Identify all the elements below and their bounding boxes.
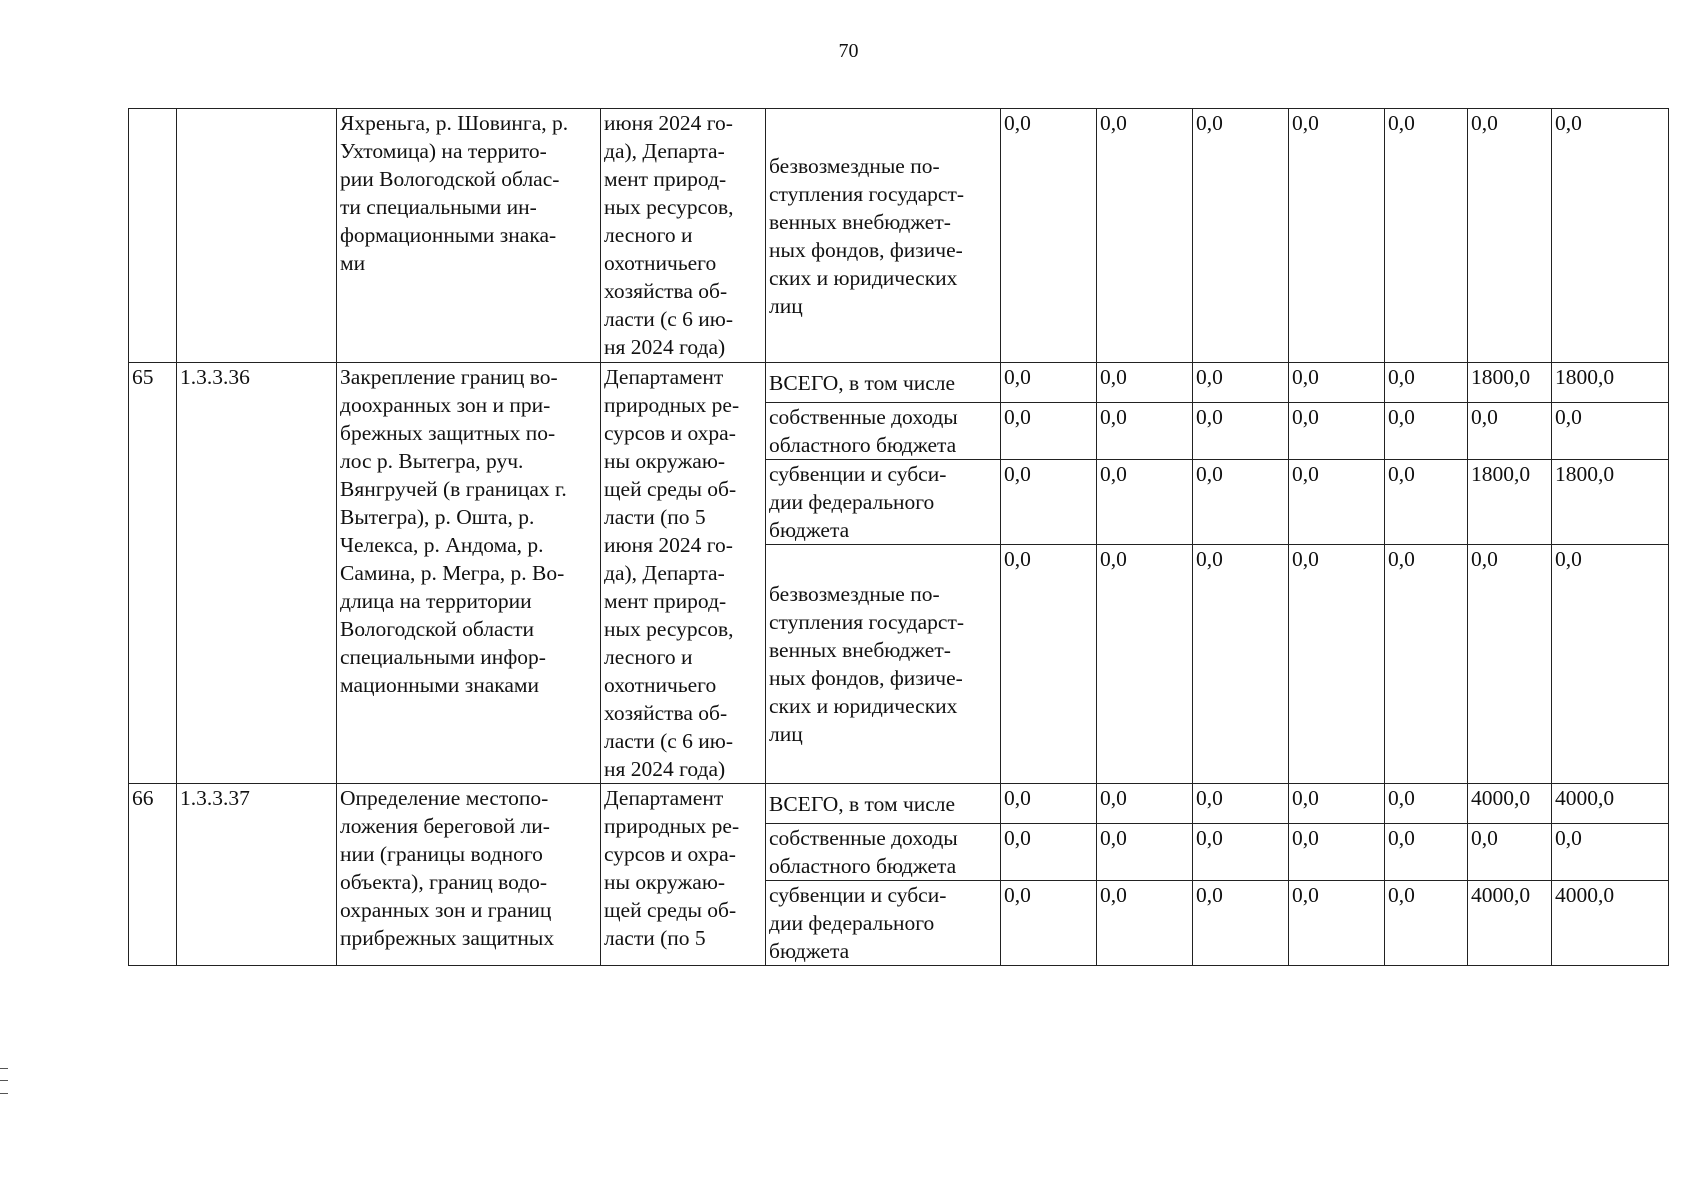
amount-cell: 0,0 <box>1385 545 1468 784</box>
amount-cell: 0,0 <box>1552 824 1669 881</box>
amount-cell: 0,0 <box>1097 109 1193 363</box>
amount-cell: 1800,0 <box>1552 363 1669 403</box>
amount-cell: 0,0 <box>1289 460 1385 545</box>
amount-cell: 0,0 <box>1097 824 1193 881</box>
funding-source-cell: ВСЕГО, в том числе <box>766 363 1001 403</box>
amount-cell: 0,0 <box>1001 824 1097 881</box>
amount-cell: 0,0 <box>1097 403 1193 460</box>
amount-cell: 0,0 <box>1289 545 1385 784</box>
amount-cell: 1800,0 <box>1468 460 1552 545</box>
amount-cell: 0,0 <box>1289 109 1385 363</box>
amount-cell: 4000,0 <box>1552 881 1669 966</box>
amount-cell: 1800,0 <box>1468 363 1552 403</box>
amount-cell: 0,0 <box>1001 545 1097 784</box>
row-number-cell: 65 <box>129 363 177 784</box>
amount-cell: 0,0 <box>1468 109 1552 363</box>
executor-cell: Департамент природных ре- сурсов и охра- ны окружаю- щей среды об- ласти (по 5 <box>601 784 766 966</box>
amount-cell: 0,0 <box>1385 881 1468 966</box>
amount-cell: 0,0 <box>1097 784 1193 824</box>
event-name-cell: Закрепление границ во- доохранных зон и при- брежных защитных по- лос р. Вытегра, руч. Вянгручей (в границах г. Вытегра), р. Ошта, р. Челекса, р. Андома, р. Самина, р. Мегра, р. Во- длица на территории Вологодской области специальными инфор- мационными знаками <box>337 363 601 784</box>
amount-cell: 0,0 <box>1385 403 1468 460</box>
amount-cell: 0,0 <box>1097 545 1193 784</box>
table-row <box>129 109 1669 363</box>
event-name-cell: Яхреньга, р. Шовинга, р. Ухтомица) на террито- рии Вологодской облас- ти специальными ин- формационными знака- ми <box>337 109 601 363</box>
amount-cell: 0,0 <box>1289 881 1385 966</box>
funding-source-cell: безвозмездные по- ступления государст- венных внебюджет- ных фондов, физиче- ских и юридических лиц <box>766 545 1001 784</box>
table-body <box>129 109 1669 966</box>
amount-cell: 0,0 <box>1001 784 1097 824</box>
amount-cell: 0,0 <box>1193 784 1289 824</box>
amount-cell: 1800,0 <box>1552 460 1669 545</box>
table-row <box>129 363 1669 403</box>
amount-cell: 0,0 <box>1001 403 1097 460</box>
event-name-cell: Определение местопо- ложения береговой ли- нии (границы водного объекта), границ водо- охранных зон и границ прибрежных защитных <box>337 784 601 966</box>
amount-cell: 0,0 <box>1001 363 1097 403</box>
amount-cell: 0,0 <box>1468 545 1552 784</box>
funding-source-cell: субвенции и субси- дии федерального бюджета <box>766 460 1001 545</box>
amount-cell: 0,0 <box>1193 109 1289 363</box>
amount-cell: 0,0 <box>1289 824 1385 881</box>
amount-cell: 0,0 <box>1193 881 1289 966</box>
event-code-cell: 1.3.3.36 <box>177 363 337 784</box>
amount-cell: 0,0 <box>1193 545 1289 784</box>
amount-cell: 4000,0 <box>1468 784 1552 824</box>
amount-cell: 0,0 <box>1193 363 1289 403</box>
table-row <box>129 784 1669 824</box>
amount-cell: 0,0 <box>1193 824 1289 881</box>
amount-cell: 0,0 <box>1552 109 1669 363</box>
amount-cell: 4000,0 <box>1552 784 1669 824</box>
funding-source-cell: субвенции и субси- дии федерального бюджета <box>766 881 1001 966</box>
event-code-cell <box>177 109 337 363</box>
row-number-cell <box>129 109 177 363</box>
amount-cell: 0,0 <box>1097 363 1193 403</box>
amount-cell: 0,0 <box>1001 109 1097 363</box>
amount-cell: 0,0 <box>1552 545 1669 784</box>
amount-cell: 0,0 <box>1385 109 1468 363</box>
amount-cell: 0,0 <box>1385 363 1468 403</box>
funding-source-cell: собственные доходы областного бюджета <box>766 824 1001 881</box>
amount-cell: 0,0 <box>1385 784 1468 824</box>
executor-cell: Департамент природных ре- сурсов и охра- ны окружаю- щей среды об- ласти (по 5 июня 2024 го- да), Департа- мент природ- ных ресурсов, лесного и охотничьего хозяйства об- ласти (с 6 ию- ня 2024 года) <box>601 363 766 784</box>
amount-cell: 0,0 <box>1468 824 1552 881</box>
amount-cell: 0,0 <box>1001 460 1097 545</box>
funding-source-cell: безвозмездные по- ступления государст- венных внебюджет- ных фондов, физиче- ских и юридических лиц <box>766 109 1001 363</box>
amount-cell: 4000,0 <box>1468 881 1552 966</box>
amount-cell: 0,0 <box>1289 784 1385 824</box>
budget-table <box>128 108 1669 966</box>
amount-cell: 0,0 <box>1001 881 1097 966</box>
event-code-cell: 1.3.3.37 <box>177 784 337 966</box>
amount-cell: 0,0 <box>1097 881 1193 966</box>
executor-cell: июня 2024 го- да), Департа- мент природ- ных ресурсов, лесного и охотничьего хозяйства об- ласти (с 6 ию- ня 2024 года) <box>601 109 766 363</box>
amount-cell: 0,0 <box>1193 403 1289 460</box>
page-number: 70 <box>838 40 859 62</box>
row-number-cell: 66 <box>129 784 177 966</box>
amount-cell: 0,0 <box>1552 403 1669 460</box>
funding-source-cell: собственные доходы областного бюджета <box>766 403 1001 460</box>
amount-cell: 0,0 <box>1468 403 1552 460</box>
binding-edge-mark <box>0 1068 8 1094</box>
amount-cell: 0,0 <box>1097 460 1193 545</box>
amount-cell: 0,0 <box>1193 460 1289 545</box>
amount-cell: 0,0 <box>1385 460 1468 545</box>
funding-source-cell: ВСЕГО, в том числе <box>766 784 1001 824</box>
amount-cell: 0,0 <box>1289 363 1385 403</box>
amount-cell: 0,0 <box>1385 824 1468 881</box>
amount-cell: 0,0 <box>1289 403 1385 460</box>
